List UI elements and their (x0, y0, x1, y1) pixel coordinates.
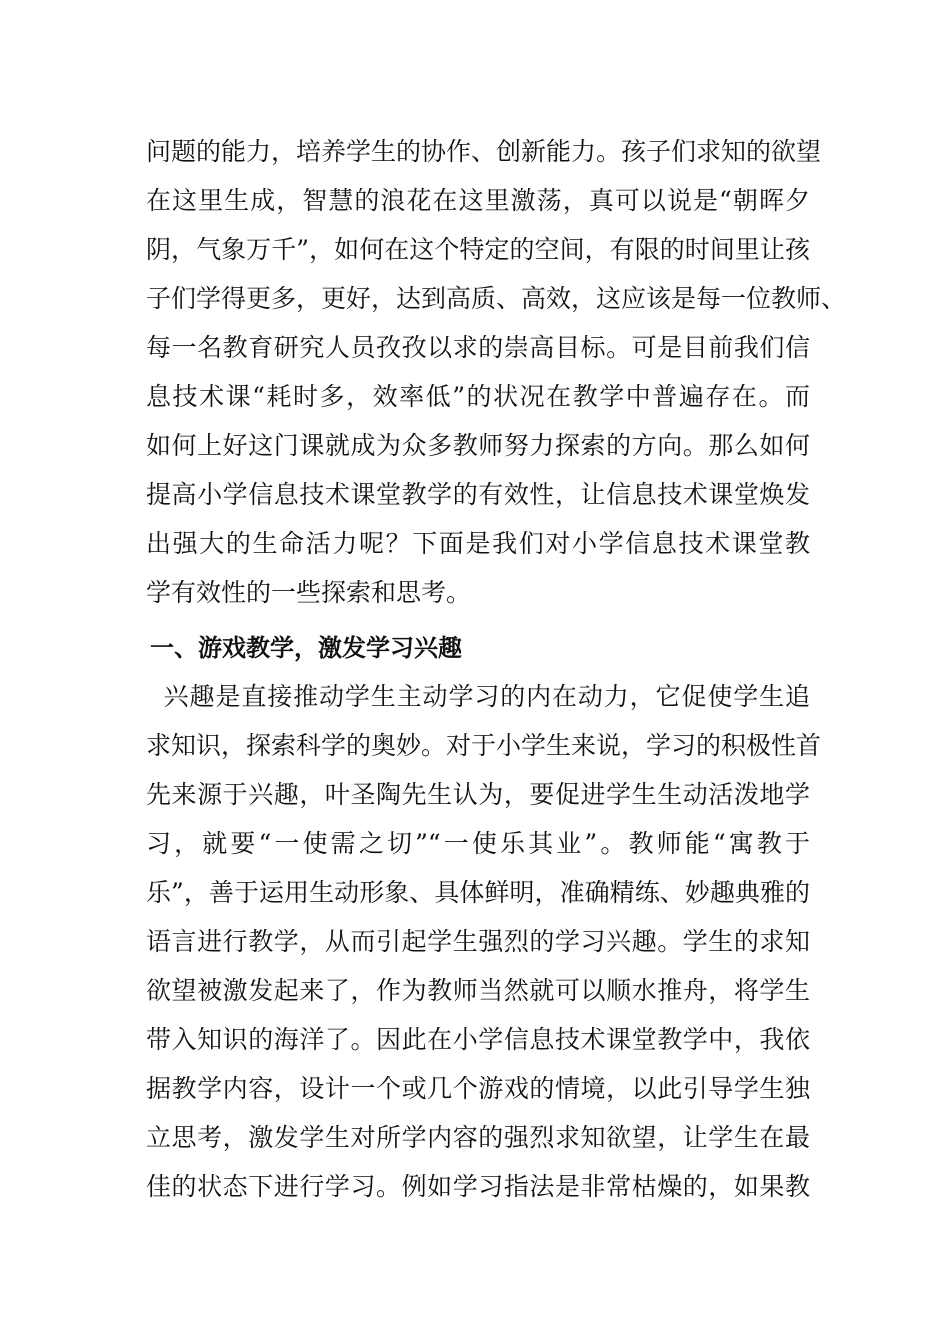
text-line: 出强大的生命活力呢？下面是我们对小学信息技术课堂教 (146, 529, 810, 558)
text-line: 子们学得更多，更好，达到高质、高效，这应该是每一位教师、 (146, 284, 847, 313)
text-line: 在这里生成，智慧的浪花在这里激荡，真可以说是“朝晖夕 (146, 186, 810, 215)
text-line: 佳的状态下进行学习。例如学习指法是非常枯燥的，如果教 (146, 1172, 810, 1201)
text-line: 问题的能力，培养学生的协作、创新能力。孩子们求知的欲望 (146, 137, 822, 166)
text-line: 乐”，善于运用生动形象、具体鲜明，准确精练、妙趣典雅的 (146, 878, 810, 907)
text-line: 立思考，激发学生对所学内容的强烈求知欲望，让学生在最 (146, 1123, 810, 1152)
text-line: 欲望被激发起来了，作为教师当然就可以顺水推舟，将学生 (146, 976, 810, 1005)
text-line: 每一名教育研究人员孜孜以求的崇高目标。可是目前我们信 (146, 333, 810, 362)
section-heading: 一、游戏教学，激发学习兴趣 (150, 634, 462, 662)
text-line: 语言进行教学，从而引起学生强烈的学习兴趣。学生的求知 (146, 927, 810, 956)
text-line: 提高小学信息技术课堂教学的有效性，让信息技术课堂焕发 (146, 480, 810, 509)
text-line: 据教学内容，设计一个或几个游戏的情境，以此引导学生独 (146, 1074, 810, 1103)
text-line: 求知识，探索科学的奥妙。对于小学生来说，学习的积极性首 (146, 731, 822, 760)
text-line: 先来源于兴趣，叶圣陶先生认为，要促进学生生动活泼地学 (146, 780, 810, 809)
text-line: 带入知识的海洋了。因此在小学信息技术课堂教学中，我依 (146, 1025, 810, 1054)
text-line: 息技术课“耗时多，效率低”的状况在教学中普遍存在。而 (146, 382, 810, 411)
text-line: 兴趣是直接推动学生主动学习的内在动力，它促使学生追 (146, 682, 810, 711)
text-line: 学有效性的一些探索和思考。 (146, 578, 472, 607)
text-line: 习，就要“一使需之切”“一使乐其业”。教师能“寓教于 (146, 829, 810, 858)
text-line: 如何上好这门课就成为众多教师努力探索的方向。那么如何 (146, 431, 810, 460)
text-line: 阴，气象万千”，如何在这个特定的空间，有限的时间里让孩 (146, 235, 810, 264)
